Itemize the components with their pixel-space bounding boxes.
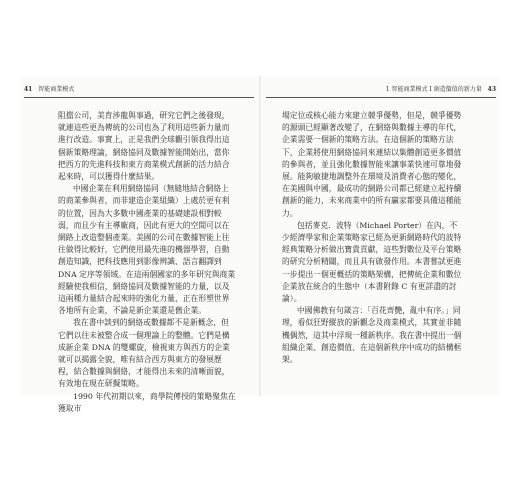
right-header-rule xyxy=(266,97,496,98)
left-running-head-title: 智能商業模式 xyxy=(38,86,75,93)
right-body-text xyxy=(282,110,462,366)
paragraph: 中國企業在利用網絡協同（無縫地結合網絡上的商業參與者，而非建造企業組織）上處於更有利的位置，因為大多數中國產業的基礎建設相對較弱，而且少有主導廠商，因此有更大的空間可以在網路上改造整個產業。美國的公司在數據智能上往往做得比較好，它們使用最先進的機器學習，自動創造知識，把科技應用到影像辨識、語言翻譯到 DNA 定序等領域。在這兩個國家的多年研究與商業經驗使我相信，網絡協同及數據智能的力量，以及這兩種力量結合起來時的強化力量，正在形塑世界各地所有企業，不論是新企業還是舊企業。 xyxy=(58,184,236,316)
right-page-number: 43 xyxy=(487,86,496,93)
paragraph: 阻擋公司，美育涉龍與事過，研究它們之後發現，就連這些更為傳統的公司也為了利用這些新力量而進行改造。事實上，正是我們全球觀引領我得出這個新策略理論，網絡協同及數據智能開始出，當你把西方的先進科技和東方商業模式創新的活力結合起來時，可以獲得什麼結果。 xyxy=(58,111,230,182)
right-page xyxy=(262,76,500,396)
book-gutter xyxy=(259,76,261,396)
right-running-head xyxy=(262,84,500,96)
paragraph: 中國佛教有句箴言：「百花齊艷，亂中有序。」同理，看似狂野縱放的新觀念及商業模式，其實並非隨機偶然，這其中浮現一種新秩序。我在書中提出一個組織企業、創造價值、在這個新秩序中成功的結構框架。 xyxy=(282,306,462,365)
paragraph: 包括麥克．波特（Michael Porter）在內，不少經濟學家和企業策略家已經為更新網路時代的波特經典策略分析做出寶貴貢獻，這些對數位及平台策略的研究分析精闢，而且具有啟發作用。本書嘗試更進一步提出一個更概括的策略架構，把傳統企業和數位企業放在統合的生態中（本書附錄 C 有更詳盡的討論）。 xyxy=(282,220,462,304)
left-page xyxy=(20,76,258,413)
paragraph: 場定位或核心能力來建立競爭優勢，但是，競爭優勢的源頭已經顯著改變了，在網絡與數據主導的年代，企業需要一個新的策略方法。在這個新的策略方法下，企業將使用網絡協同來連結以集體創造更多價值的參與者，並且強化數據智能來讓事業快速可靠地發展。能夠敏捷地調整外在環境及消費者心態的變化，在美國與中國，最成功的網路公司都已經建立起持續創新的能力，未來商業中的所有贏家都要具備這種能力。 xyxy=(282,111,462,218)
paragraph: 我在書中談到的網絡或數據都不是新概念，但它們以往未被整合成一個理論上的整體。它們是構成新企業 DNA 的雙螺旋，檢視東方與西方的企業就可以揭露全貌，唯有結合西方與東方的發展歷程，結合數據與網絡，才能得出未來的清晰面貌，有效地在現在研擬策略。 xyxy=(58,318,230,389)
paragraph: 1990 年代初期以來，商學院傳授的策略聚焦在獲取市 xyxy=(58,391,236,413)
book-spread xyxy=(20,76,500,413)
right-running-head-title: 1 智能商業模式 I 創造價值的新力量 xyxy=(385,86,482,93)
left-body-text xyxy=(58,110,236,415)
left-running-head xyxy=(20,84,258,96)
left-page-number: 41 xyxy=(24,86,33,93)
left-header-rule xyxy=(24,97,254,98)
